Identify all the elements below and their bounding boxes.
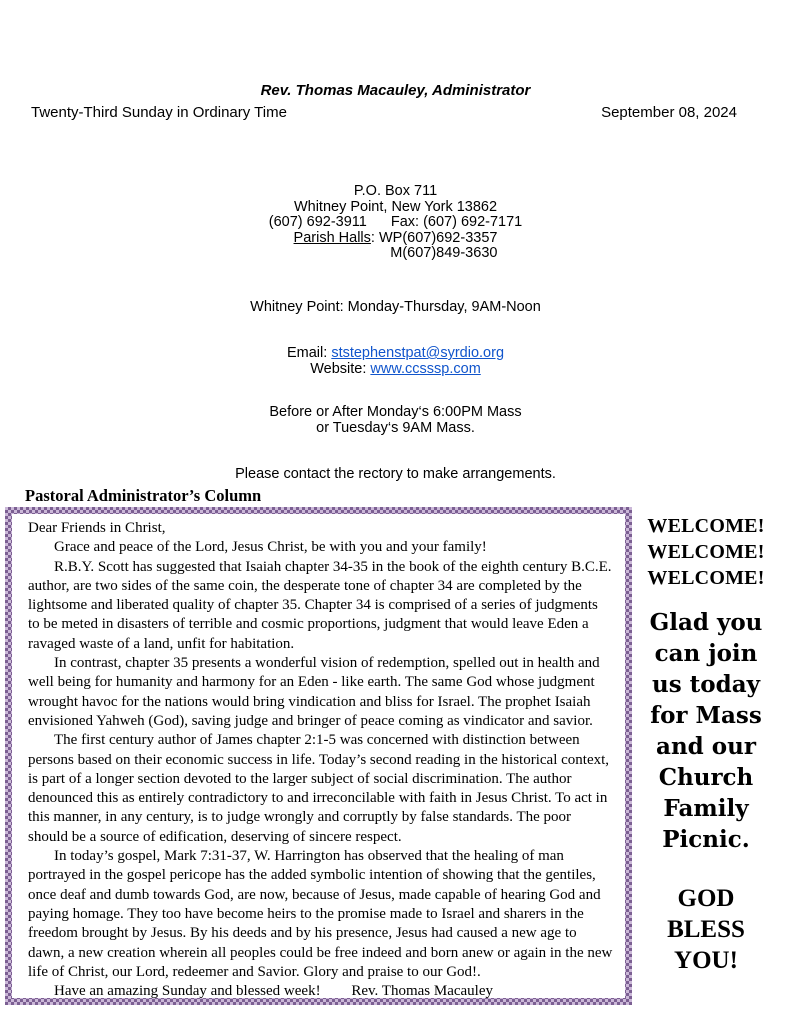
parish-halls-wp-number: : WP(607)692-3357 [370,229,498,246]
pastoral-letter [12,514,625,998]
city-line: Whitney Point, New York 13862 [293,198,498,215]
blessing-block [636,883,776,976]
parish-halls-group [294,231,498,262]
parish-halls-lines [0,231,791,262]
letter-signature: Rev. Thomas Macauley [351,983,493,998]
blessing-line: YOU! [674,947,738,974]
picnic-message-block [636,607,776,855]
administrator-title: Rev. Thomas Macauley, Administrator [260,82,531,99]
blessing-line: GOD [677,885,735,912]
welcome-line: WELCOME! [647,515,765,537]
mass-times-block [0,404,791,436]
picnic-message-line: and our [656,733,756,760]
parish-halls-m-number: M(607)849-3630 [390,245,498,261]
email-line [0,345,791,361]
picnic-message-line: Glad you [649,609,763,636]
website-line [0,361,791,377]
email-label: Email: [286,345,332,361]
bulletin-date: September 08, 2024 [601,104,737,121]
links-block [0,345,791,377]
welcome-line: WELCOME! [647,567,765,589]
letter-decorative-frame [5,507,632,1005]
po-box-line: P.O. Box 711 [353,183,438,199]
picnic-message-line: can join [654,640,758,667]
welcome-sidebar [636,513,776,976]
letter-paragraph: R.B.Y. Scott has suggested that Isaiah chapter 34-35 in the book of the eighth century B.C.E. author, are two sides of the same coin, the desperate tone of chapter 34 are completed by the lightsome and liberated quality of chapter 35. Chapter 34 is comprised of a series of judgments to be meted in disasters of terrible and cosmic proportions, judgment that would leave Eden a ravaged waste of a land, unfit for habitation. [28,558,612,652]
picnic-message-line: Family [663,795,749,822]
liturgical-sunday-title: Twenty-Third Sunday in Ordinary Time [31,104,287,121]
welcome-line: WELCOME! [647,541,765,563]
letter-closing: Have an amazing Sunday and blessed week! [54,983,321,998]
phone-number: (607) 692-3911 [268,214,367,230]
phone-fax-line [0,215,791,231]
parish-halls-wp-line [294,230,498,246]
mass-times-line1: Before or After Monday‘s 6:00PM Mass [269,404,522,420]
letter-salutation: Dear Friends in Christ, [28,520,166,536]
office-hours: Whitney Point: Monday-Thursday, 9AM-Noon [250,299,541,315]
column-heading: Pastoral Administrator’s Column [25,486,262,505]
picnic-message-line: Picnic. [662,826,750,853]
mass-times-line2: or Tuesday‘s 9AM Mass. [316,420,475,436]
contact-block [0,184,791,262]
parish-halls-label: Parish Halls [293,229,371,246]
blessing-line: BLESS [667,916,745,943]
letter-paragraph: Grace and peace of the Lord, Jesus Christ, be with you and your family! [54,539,487,556]
letter-paragraph: The first century author of James chapter 2:1-5 was concerned with distinction between persons based on their economic success in life. Today’s second reading in the historical context, is part of a longer section devoted to the larger subject of social discrimination. The author denounced this as entirely contradictory to and irreconcilable with faith in Jesus Christ. To act in this manner, in any century, is to judge wrongly and corruptly by false standards. The poor should be a source of edification, deserving of sincere respect. [28,732,610,845]
welcome-block [636,513,776,591]
letter-closing-line [28,982,613,998]
website-label: Website: [310,361,371,377]
letter-paragraph: In contrast, chapter 35 presents a wonderful vision of redemption, spelled out in health and well being for humanity and harmony for an Eden - like earth. The same God whose judgment wrought havoc for the nations would bring vindication and bliss for Israel. The prophet Isaiah envisioned Yahweh (God), saving judge and bringer of peace coming as vindicator and savior. [28,655,600,729]
email-link[interactable]: ststephenstpat@syrdio.org [331,345,505,361]
fax-number: Fax: (607) 692-7171 [390,214,523,230]
picnic-message-line: Church [658,764,754,791]
picnic-message-line: for Mass [650,702,762,729]
website-link[interactable]: www.ccsssp.com [370,361,481,377]
picnic-message-line: us today [652,671,760,698]
letter-paragraph: In today’s gospel, Mark 7:31-37, W. Harrington has observed that the healing of man portrayed in the gospel pericope has the added symbolic intention of showing that the gentiles, once deaf and dumb towards God, are now, because of Jesus, made capable of hearing God and paying homage. They too have become heirs to the promise made to Israel and sharers in the freedom brought by Jesus. By his deeds and by his presence, Jesus had caused a new age to dawn, a new creation wherein all peoples could be free indeed and born anew or again in the new life of Christ, our Lord, redeemer and Savior. Glory and praise to our God!. [28,848,613,980]
arrangements-note: Please contact the rectory to make arrangements. [235,466,556,482]
